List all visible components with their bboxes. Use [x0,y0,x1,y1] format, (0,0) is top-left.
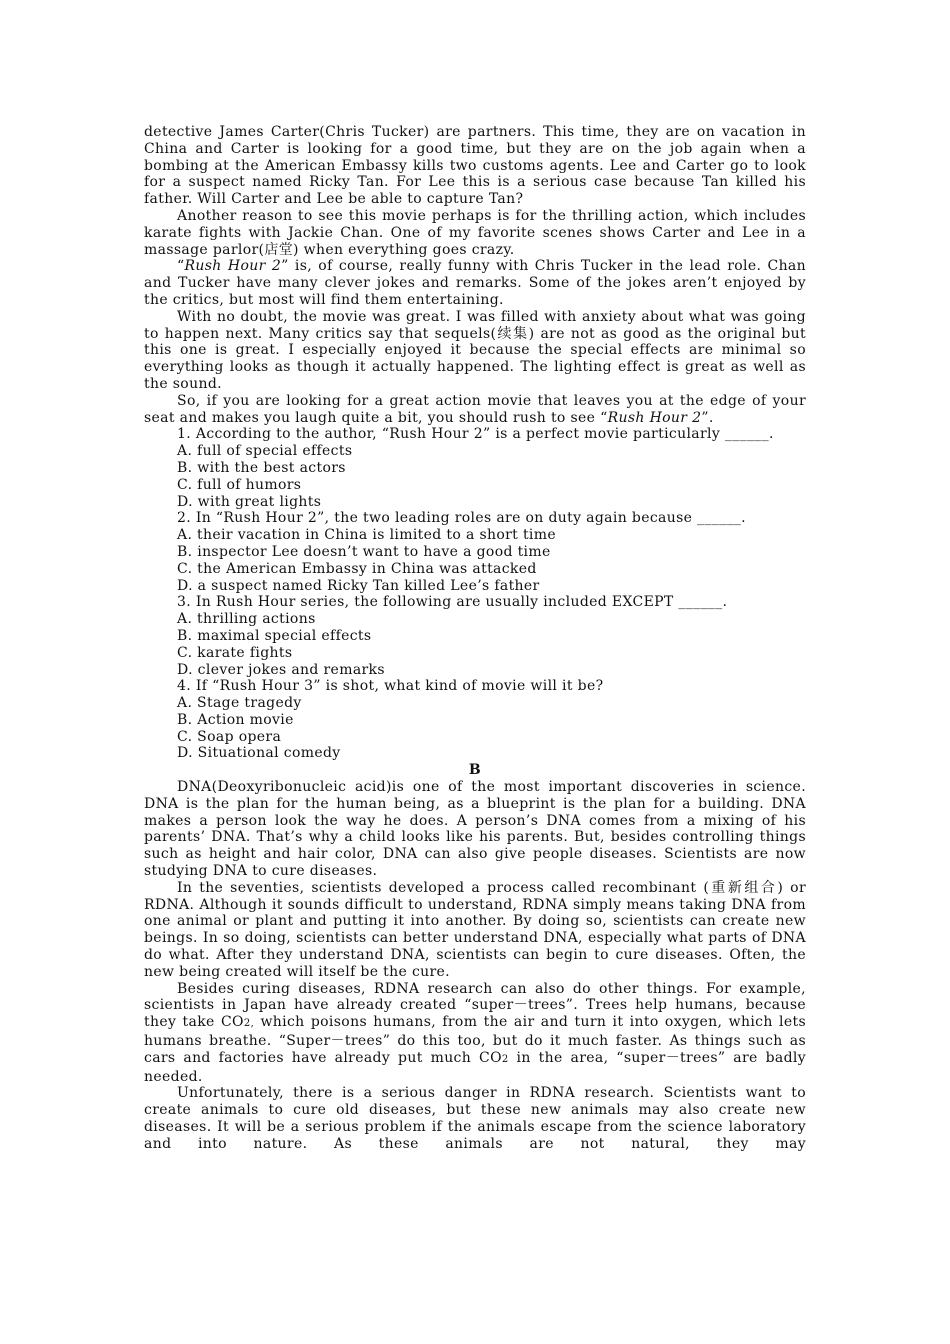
question-1-stem: 1. According to the author, “Rush Hour 2” is a perfect movie particularly ______. [177,426,774,443]
question-1-option-b: B. with the best actors [177,459,346,476]
question-4-option-a: A. Stage tragedy [177,695,302,712]
passage-a-paragraph-5 [144,393,806,427]
question-4-stem: 4. If “Rush Hour 3” is shot, what kind of movie will it be? [177,678,604,695]
passage-b-paragraph-1: DNA(Deoxyribonucleic acid)is one of the most important discoveries in science. DNA is the plan for the human being, as a blueprint is the plan for a building. DNA makes a person look the way he does. A person’s DNA comes from a mixing of his parents’ DNA. That’s why a child looks like his parents. But, besides controlling things such as height and hair color, DNA can also give people diseases. Scientists are now studying DNA to cure diseases. [144,779,806,880]
question-4-option-b: B. Action movie [177,711,294,728]
paragraph-3-part-1: Besides curing diseases, RDNA research can also do other things. For example, scientists in Japan have already created “super－trees”. Trees help humans, because they take CO [144,980,806,1031]
question-3-option-c: C. karate fights [177,644,293,661]
passage-b-paragraph-3 [144,981,806,1086]
question-2-option-d: D. a suspect named Ricky Tan killed Lee’s father [177,577,540,594]
passage-a-paragraph-3 [144,258,806,308]
question-4-option-c: C. Soap opera [177,728,282,745]
movie-title: Rush Hour 2 [607,409,702,426]
question-3-option-b: B. maximal special effects [177,627,372,644]
paragraph-3-part-3: in the area, “super－trees” are badly needed. [144,1049,806,1085]
document-page [144,124,806,1153]
question-4-option-d: D. Situational comedy [177,745,341,762]
passage-b-paragraph-4: Unfortunately, there is a serious danger in RDNA research. Scientists want to create animals to cure old diseases, but these new animals may also create new diseases. It will be a serious problem if the animals escape from the science laboratory and into nature. As these animals are not natural, they may [144,1085,806,1152]
question-1-option-a: A. full of special effects [177,443,353,460]
paragraph-3-text: ” is, of course, really funny with Chris Tucker in the lead role. Chan and Tucker have many clever jokes and remarks. Some of the jokes aren’t enjoyed by the critics, but most will find them entertaining. [144,258,806,308]
question-3-option-a: A. thrilling actions [177,611,316,628]
question-2-option-a: A. their vacation in China is limited to a short time [177,527,557,544]
passage-a-paragraph-2: Another reason to see this movie perhaps is for the thrilling action, which includes karate fights with Jackie Chan. One of my favorite scenes shows Carter and Lee in a massage parlor(店堂) when everything goes crazy. [144,207,806,258]
question-1-option-d: D. with great lights [177,493,322,510]
question-1-option-c: C. full of humors [177,476,302,493]
passage-a-paragraph-1: detective James Carter(Chris Tucker) are partners. This time, they are on vacation in China and Carter is looking for a good time, but they are on the job again when a bombing at the American Embassy kills two customs agents. Lee and Carter go to look for a suspect named Ricky Tan. For Lee this is a serious case because Tan killed his father. Will Carter and Lee be able to capture Tan? [144,124,806,208]
co2-subscript: 2 [501,1053,509,1065]
paragraph-3-part-2: which poisons humans, from the air and turn it into oxygen, which lets humans breathe. “Super－trees” do this too, but do it much faster. As things such as cars and factories have already put much CO [144,1014,806,1066]
section-b-heading: B [468,762,482,779]
movie-title: Rush Hour 2 [184,258,282,275]
question-2-option-c: C. the American Embassy in China was attacked [177,560,537,577]
open-quote: “ [177,258,185,275]
co2-subscript: 2, [243,1018,255,1030]
paragraph-5-end: ”. [701,409,714,426]
question-3-option-d: D. clever jokes and remarks [177,661,385,678]
passage-a-paragraph-4: With no doubt, the movie was great. I was filled with anxiety about what was going to happen next. Many critics say that sequels(续集) are not as good as the original but this one is great. I especially enjoyed it because the special effects are minimal so everything looks as though it actually happened. The lighting effect is great as well as the sound. [144,308,806,392]
passage-b-paragraph-2: In the seventies, scientists developed a process called recombinant (重新组合) or RDNA. Although it sounds difficult to understand, RDNA simply means taking DNA from one animal or plant and putting it into another. By doing so, scientists can create new beings. In so doing, scientists can better understand DNA, especially what parts of DNA do what. After they understand DNA, scientists can begin to cure diseases. Often, the new being created will itself be the cure. [144,879,806,980]
question-2-stem: 2. In “Rush Hour 2”, the two leading roles are on duty again because ______. [177,510,746,527]
question-2-option-b: B. inspector Lee doesn’t want to have a good time [177,543,551,560]
paragraph-5-text: So, if you are looking for a great action movie that leaves you at the edge of your seat and makes you laugh quite a bit, you should rush to see “ [144,392,806,426]
question-3-stem: 3. In Rush Hour series, the following are usually included EXCEPT ______. [177,594,728,611]
